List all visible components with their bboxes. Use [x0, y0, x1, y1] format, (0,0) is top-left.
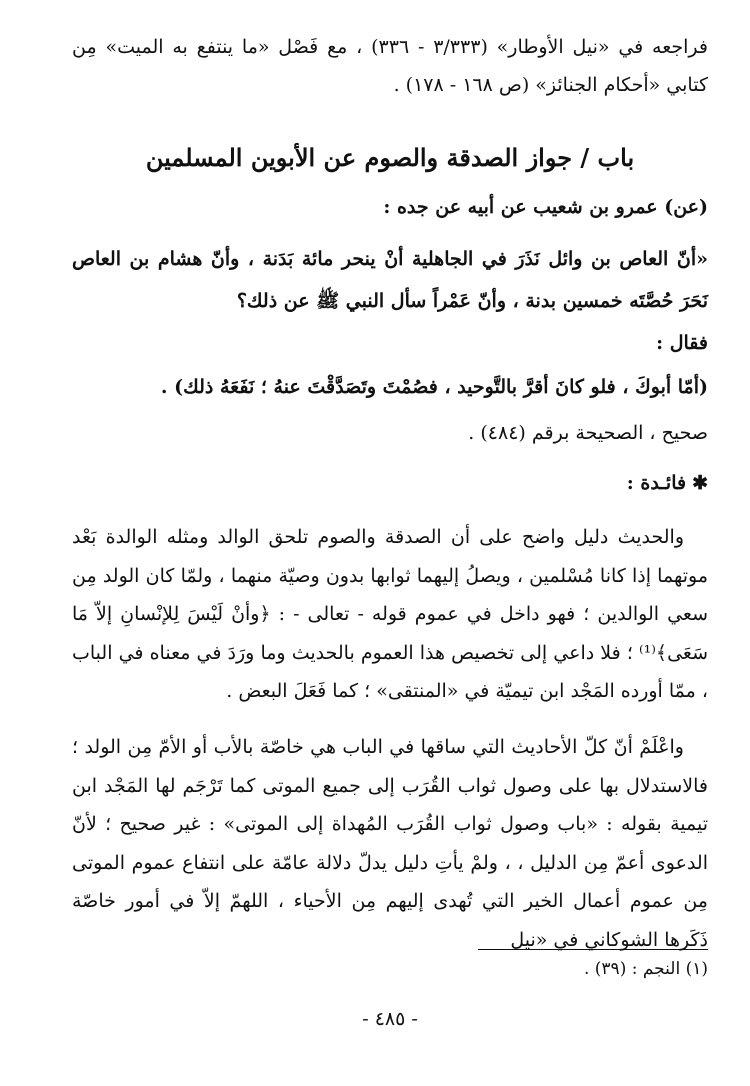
document-page	[72, 28, 708, 1068]
benefit-heading: فائـدة :	[626, 472, 687, 494]
narrator-chain: (عن) عمرو بن شعيب عن أبيه عن جده :	[383, 196, 708, 218]
qala-label: فقال :	[656, 332, 708, 354]
footnote-divider	[478, 949, 708, 950]
hadith-grading: صحيح ، الصحيحة برقم (٤٨٤) .	[468, 422, 708, 444]
footnote: (١) النجم : (٣٩) .	[583, 959, 708, 979]
commentary-paragraph-1: والحديث دليل واضح على أن الصدقة والصوم تلحق الوالد ومثله الوالدة بَعْد موتهما إذا كانا مُسْلمين ، ويصلُ إليهما ثوابها بدون وصيّة منهما ، ولمّا كان الولد مِن سعي الوالدين ؛ فهو داخل في عموم قوله - تعالى - : ﴿وأنْ لَيْسَ لِلإنْسانِ إلاّ مَا سَعَى﴾⁽¹⁾ ؛ فلا داعي إلى تخصيص هذا العموم بالحديث وما ورَدَ في معناه في الباب ، ممّا أورده المَجْد ابن تيميّة في «المنتقى» ؛ كما فَعَلَ البعض .	[72, 526, 708, 702]
continuation-paragraph: فراجعه في «نيل الأوطار» (٣/٣٣٣ - ٣٣٦) ، مع فَصْل «ما ينتفع به الميت» مِن كتابي «أحكام الجنائز» (ص ١٦٨ - ١٧٨) .	[72, 36, 708, 96]
hadith-text: «أنّ العاص بن وائل نَذَرَ في الجاهلية أنْ ينحر مائة بَدَنة ، وأنّ هشام بن العاص نَحَرَ حُصَّتَه خمسين بدنة ، وأنّ عَمْراً سأل النبي ﷺ عن ذلك؟	[72, 248, 708, 312]
benefit-heading-row	[72, 464, 708, 502]
asterisk-icon: ✱	[692, 472, 708, 494]
commentary-paragraph-2: واعْلَمْ أنّ كلّ الأحاديث التي ساقها في الباب هي خاصّة بالأب أو الأمّ مِن الولد ؛ فالاستدلال بها على وصول ثواب القُرَب إلى جميع الموتى كما تَرْجَم لها المَجْد ابن تيمية بقوله : «باب وصول ثواب القُرَب المُهداة إلى الموتى» : غير صحيح ؛ لأنّ الدعوى أعمّ مِن الدليل ، ، ولمْ يأتِ دليل يدلّ دلالة عامّة على انتفاع عموم الموتى مِن عموم أعمال الخير التي تُهدى إليهم مِن الأحياء ، اللهمّ إلاّ في أمور خاصّة ذَكَرها الشوكاني في «نيل	[72, 736, 708, 951]
chapter-title: باب / جواز الصدقة والصوم عن الأبوين المسلمين	[145, 143, 635, 172]
prophet-reply: (أمّا أبوكَ ، فلو كانَ أقرَّ بالتَّوحيد ، فصُمْتَ وتَصَدَّقْتَ عنهُ ؛ نَفَعَهُ ذلك) .	[160, 376, 708, 398]
page-number: - ٤٨٥ -	[362, 1008, 418, 1030]
